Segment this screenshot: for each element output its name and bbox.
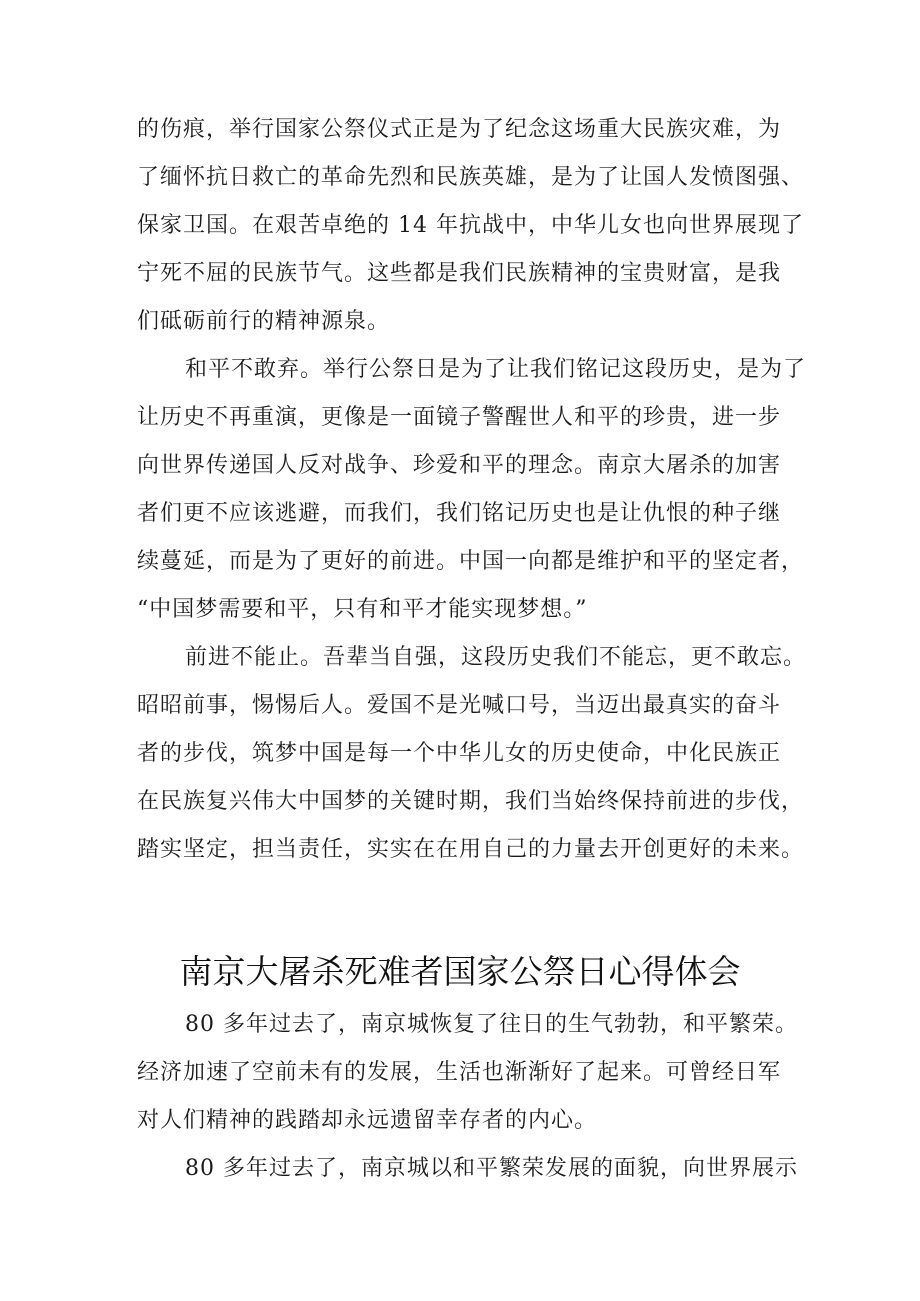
paragraph-1-line-2: 了缅怀抗日救亡的革命先烈和民族英雄，是为了让国人发愤图强、 bbox=[137, 165, 805, 190]
paragraph-3-line-4: 在民族复兴伟大中国梦的关键时期，我们当始终保持前进的步伐， bbox=[137, 789, 805, 814]
paragraph-2-line-4: 者们更不应该逃避，而我们，我们铭记历史也是让仇恨的种子继 bbox=[137, 501, 782, 526]
paragraph-1-line-3: 保家卫国。在艰苦卓绝的 14 年抗战中，中华儿女也向世界展现了 bbox=[137, 213, 804, 238]
section-title: 南京大屠杀死难者国家公祭日心得体会 bbox=[179, 952, 741, 991]
paragraph-2-line-1: 和平不敢弃。举行公祭日是为了让我们铭记这段历史，是为了 bbox=[185, 357, 807, 382]
paragraph-3-line-1: 前进不能止。吾辈当自强，这段历史我们不能忘，更不敢忘。 bbox=[185, 645, 807, 670]
section-paragraph-1-line-1: 80 多年过去了，南京城恢复了往日的生气勃勃，和平繁荣。 bbox=[185, 1012, 798, 1037]
paragraph-2-line-3: 向世界传递国人反对战争、珍爱和平的理念。南京大屠杀的加害 bbox=[137, 453, 782, 478]
paragraph-2-line-6: “中国梦需要和平，只有和平才能实现梦想。” bbox=[137, 597, 588, 622]
section-paragraph-2-line-1: 80 多年过去了，南京城以和平繁荣发展的面貌，向世界展示 bbox=[185, 1156, 798, 1181]
paragraph-3-line-2: 昭昭前事，惕惕后人。爱国不是光喊口号，当迈出最真实的奋斗 bbox=[137, 693, 782, 718]
paragraph-1-line-1: 的伤痕，举行国家公祭仪式正是为了纪念这场重大民族灾难，为 bbox=[137, 117, 782, 142]
section-paragraph-1-line-3: 对人们精神的践踏却永远遗留幸存者的内心。 bbox=[137, 1108, 598, 1133]
paragraph-1-line-4: 宁死不屈的民族节气。这些都是我们民族精神的宝贵财富，是我 bbox=[137, 261, 782, 286]
section-paragraph-1-line-2: 经济加速了空前未有的发展，生活也渐渐好了起来。可曾经日军 bbox=[137, 1060, 782, 1085]
paragraph-3-line-3: 者的步伐，筑梦中国是每一个中华儿女的历史使命，中化民族正 bbox=[137, 741, 782, 766]
paragraph-2-line-5: 续蔓延，而是为了更好的前进。中国一向都是维护和平的坚定者， bbox=[137, 549, 805, 574]
paragraph-3-line-5: 踏实坚定，担当责任，实实在在用自己的力量去开创更好的未来。 bbox=[137, 837, 805, 862]
paragraph-1-line-5: 们砥砺前行的精神源泉。 bbox=[137, 309, 391, 334]
paragraph-2-line-2: 让历史不再重演，更像是一面镜子警醒世人和平的珍贵，进一步 bbox=[137, 405, 782, 430]
